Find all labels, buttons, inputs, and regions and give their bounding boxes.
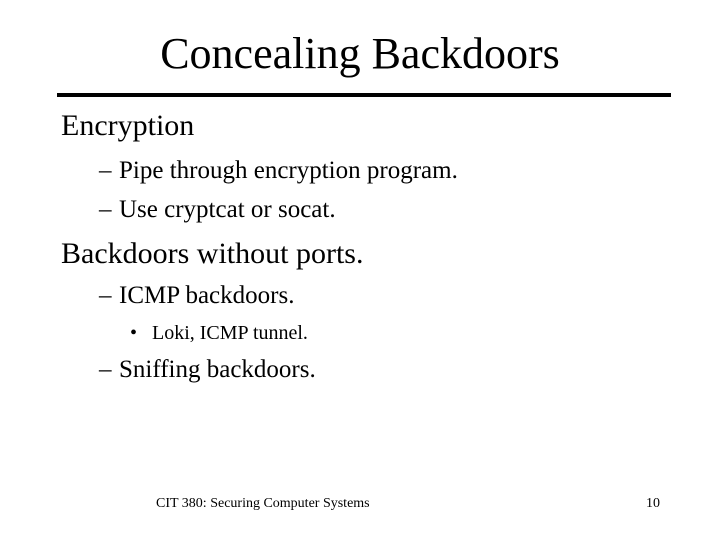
bullet-backdoors-without-ports: Backdoors without ports. <box>61 237 364 270</box>
sub-bullet <box>99 355 316 385</box>
footer-course-title: CIT 380: Securing Computer Systems <box>156 496 370 511</box>
sub-bullet <box>99 281 294 311</box>
dash-marker: – <box>99 356 112 383</box>
bullet-dot-marker: • <box>130 322 138 344</box>
sub-bullet-text: Sniffing backdoors. <box>119 356 316 383</box>
bullet-encryption: Encryption <box>61 109 195 142</box>
sub-sub-bullet-text: Loki, ICMP tunnel. <box>152 322 308 344</box>
sub-bullet-text: Pipe through encryption program. <box>119 157 458 184</box>
sub-sub-bullet <box>128 321 308 345</box>
slide-title: Concealing Backdoors <box>160 29 560 78</box>
sub-bullet-text: ICMP backdoors. <box>119 282 295 309</box>
sub-bullet <box>99 195 336 225</box>
page-number: 10 <box>646 496 660 511</box>
sub-bullet-text: Use cryptcat or socat. <box>119 196 336 223</box>
dash-marker: – <box>99 157 112 184</box>
dash-marker: – <box>99 196 112 223</box>
sub-bullet <box>99 156 458 186</box>
dash-marker: – <box>99 282 112 309</box>
